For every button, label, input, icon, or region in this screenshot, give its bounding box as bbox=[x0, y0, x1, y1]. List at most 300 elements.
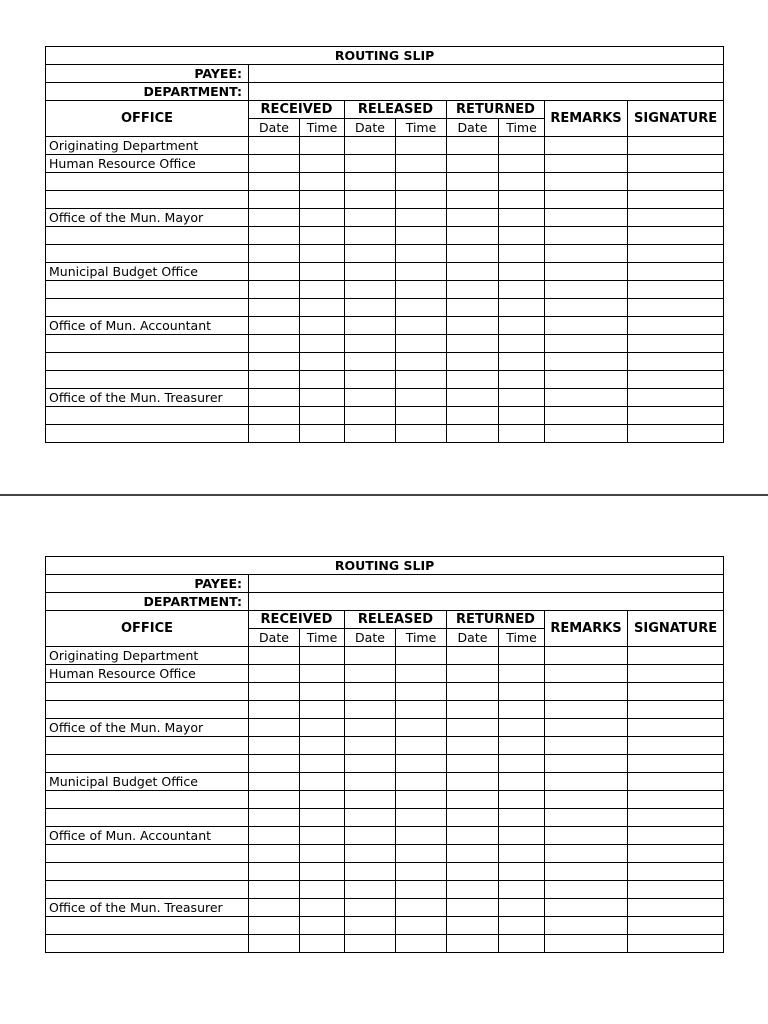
entry-cell[interactable] bbox=[545, 299, 628, 317]
entry-cell[interactable] bbox=[447, 755, 499, 773]
office-row bbox=[46, 755, 724, 773]
entry-cell[interactable] bbox=[249, 299, 300, 317]
entry-cell[interactable] bbox=[396, 719, 447, 737]
office-name bbox=[46, 845, 249, 863]
entry-cell[interactable] bbox=[249, 755, 300, 773]
entry-cell[interactable] bbox=[300, 809, 345, 827]
entry-cell[interactable] bbox=[628, 773, 724, 791]
entry-cell[interactable] bbox=[628, 683, 724, 701]
entry-cell[interactable] bbox=[345, 317, 396, 335]
entry-cell[interactable] bbox=[396, 227, 447, 245]
entry-cell[interactable] bbox=[447, 737, 499, 755]
entry-cell[interactable] bbox=[249, 773, 300, 791]
time-subheader: Time bbox=[300, 629, 345, 647]
entry-cell[interactable] bbox=[628, 335, 724, 353]
entry-cell[interactable] bbox=[545, 407, 628, 425]
entry-cell[interactable] bbox=[249, 881, 300, 899]
entry-cell[interactable] bbox=[447, 809, 499, 827]
entry-cell[interactable] bbox=[300, 863, 345, 881]
entry-cell[interactable] bbox=[396, 245, 447, 263]
entry-cell[interactable] bbox=[628, 317, 724, 335]
entry-cell[interactable] bbox=[499, 773, 545, 791]
entry-cell[interactable] bbox=[447, 899, 499, 917]
entry-cell[interactable] bbox=[499, 353, 545, 371]
entry-cell[interactable] bbox=[628, 155, 724, 173]
entry-cell[interactable] bbox=[345, 827, 396, 845]
entry-cell[interactable] bbox=[396, 647, 447, 665]
entry-cell[interactable] bbox=[545, 317, 628, 335]
entry-cell[interactable] bbox=[300, 281, 345, 299]
entry-cell[interactable] bbox=[345, 299, 396, 317]
office-row bbox=[46, 899, 724, 917]
entry-cell[interactable] bbox=[396, 281, 447, 299]
entry-cell[interactable] bbox=[545, 899, 628, 917]
entry-cell[interactable] bbox=[545, 791, 628, 809]
entry-cell[interactable] bbox=[447, 209, 499, 227]
entry-cell[interactable] bbox=[345, 863, 396, 881]
entry-cell[interactable] bbox=[396, 827, 447, 845]
entry-cell[interactable] bbox=[249, 809, 300, 827]
entry-cell[interactable] bbox=[396, 425, 447, 443]
entry-cell[interactable] bbox=[249, 827, 300, 845]
entry-cell[interactable] bbox=[249, 845, 300, 863]
entry-cell[interactable] bbox=[499, 299, 545, 317]
entry-cell[interactable] bbox=[249, 719, 300, 737]
entry-cell[interactable] bbox=[345, 173, 396, 191]
entry-cell[interactable] bbox=[628, 665, 724, 683]
entry-cell[interactable] bbox=[545, 845, 628, 863]
entry-cell[interactable] bbox=[300, 407, 345, 425]
entry-cell[interactable] bbox=[396, 899, 447, 917]
department-field[interactable] bbox=[249, 593, 724, 611]
office-name: Municipal Budget Office bbox=[46, 773, 249, 791]
entry-cell[interactable] bbox=[499, 701, 545, 719]
entry-cell[interactable] bbox=[628, 935, 724, 953]
entry-cell[interactable] bbox=[628, 845, 724, 863]
date-subheader: Date bbox=[447, 119, 499, 137]
entry-cell[interactable] bbox=[447, 665, 499, 683]
entry-cell[interactable] bbox=[396, 155, 447, 173]
entry-cell[interactable] bbox=[249, 701, 300, 719]
slip-title: ROUTING SLIP bbox=[46, 557, 724, 575]
entry-cell[interactable] bbox=[628, 173, 724, 191]
entry-cell[interactable] bbox=[499, 371, 545, 389]
entry-cell[interactable] bbox=[628, 827, 724, 845]
entry-cell[interactable] bbox=[249, 191, 300, 209]
entry-cell[interactable] bbox=[345, 791, 396, 809]
entry-cell[interactable] bbox=[300, 791, 345, 809]
entry-cell[interactable] bbox=[345, 281, 396, 299]
entry-cell[interactable] bbox=[345, 155, 396, 173]
entry-cell[interactable] bbox=[300, 683, 345, 701]
entry-cell[interactable] bbox=[249, 425, 300, 443]
entry-cell[interactable] bbox=[628, 137, 724, 155]
entry-cell[interactable] bbox=[545, 155, 628, 173]
entry-cell[interactable] bbox=[249, 737, 300, 755]
entry-cell[interactable] bbox=[300, 191, 345, 209]
entry-cell[interactable] bbox=[300, 371, 345, 389]
entry-cell[interactable] bbox=[447, 299, 499, 317]
entry-cell[interactable] bbox=[447, 791, 499, 809]
entry-cell[interactable] bbox=[396, 755, 447, 773]
entry-cell[interactable] bbox=[447, 371, 499, 389]
entry-cell[interactable] bbox=[447, 335, 499, 353]
entry-cell[interactable] bbox=[396, 173, 447, 191]
entry-cell[interactable] bbox=[345, 209, 396, 227]
entry-cell[interactable] bbox=[628, 245, 724, 263]
entry-cell[interactable] bbox=[628, 791, 724, 809]
entry-cell[interactable] bbox=[396, 209, 447, 227]
entry-cell[interactable] bbox=[545, 683, 628, 701]
entry-cell[interactable] bbox=[249, 155, 300, 173]
entry-cell[interactable] bbox=[345, 665, 396, 683]
entry-cell[interactable] bbox=[300, 719, 345, 737]
entry-cell[interactable] bbox=[499, 665, 545, 683]
entry-cell[interactable] bbox=[499, 683, 545, 701]
entry-cell[interactable] bbox=[396, 881, 447, 899]
entry-cell[interactable] bbox=[545, 425, 628, 443]
entry-cell[interactable] bbox=[499, 755, 545, 773]
entry-cell[interactable] bbox=[499, 719, 545, 737]
entry-cell[interactable] bbox=[447, 227, 499, 245]
entry-cell[interactable] bbox=[300, 773, 345, 791]
office-name bbox=[46, 173, 249, 191]
entry-cell[interactable] bbox=[499, 935, 545, 953]
entry-cell[interactable] bbox=[396, 683, 447, 701]
entry-cell[interactable] bbox=[628, 353, 724, 371]
entry-cell[interactable] bbox=[396, 701, 447, 719]
entry-cell[interactable] bbox=[300, 137, 345, 155]
entry-cell[interactable] bbox=[345, 371, 396, 389]
entry-cell[interactable] bbox=[499, 191, 545, 209]
entry-cell[interactable] bbox=[545, 281, 628, 299]
entry-cell[interactable] bbox=[499, 407, 545, 425]
entry-cell[interactable] bbox=[447, 407, 499, 425]
received-header: RECEIVED bbox=[249, 101, 345, 119]
entry-cell[interactable] bbox=[396, 137, 447, 155]
entry-cell[interactable] bbox=[545, 647, 628, 665]
entry-cell[interactable] bbox=[447, 137, 499, 155]
office-name bbox=[46, 299, 249, 317]
entry-cell[interactable] bbox=[545, 227, 628, 245]
entry-cell[interactable] bbox=[499, 281, 545, 299]
entry-cell[interactable] bbox=[300, 245, 345, 263]
entry-cell[interactable] bbox=[499, 155, 545, 173]
entry-cell[interactable] bbox=[396, 917, 447, 935]
entry-cell[interactable] bbox=[345, 353, 396, 371]
entry-cell[interactable] bbox=[249, 263, 300, 281]
entry-cell[interactable] bbox=[249, 281, 300, 299]
entry-cell[interactable] bbox=[447, 863, 499, 881]
entry-cell[interactable] bbox=[396, 371, 447, 389]
entry-cell[interactable] bbox=[249, 899, 300, 917]
entry-cell[interactable] bbox=[345, 701, 396, 719]
entry-cell[interactable] bbox=[499, 881, 545, 899]
entry-cell[interactable] bbox=[447, 647, 499, 665]
entry-cell[interactable] bbox=[545, 809, 628, 827]
entry-cell[interactable] bbox=[396, 263, 447, 281]
released-header: RELEASED bbox=[345, 611, 447, 629]
entry-cell[interactable] bbox=[499, 845, 545, 863]
entry-cell[interactable] bbox=[499, 389, 545, 407]
entry-cell[interactable] bbox=[345, 647, 396, 665]
entry-cell[interactable] bbox=[628, 299, 724, 317]
entry-cell[interactable] bbox=[396, 353, 447, 371]
entry-cell[interactable] bbox=[249, 353, 300, 371]
entry-cell[interactable] bbox=[249, 209, 300, 227]
entry-cell[interactable] bbox=[545, 881, 628, 899]
entry-cell[interactable] bbox=[545, 737, 628, 755]
entry-cell[interactable] bbox=[447, 281, 499, 299]
entry-cell[interactable] bbox=[345, 755, 396, 773]
entry-cell[interactable] bbox=[545, 773, 628, 791]
entry-cell[interactable] bbox=[499, 335, 545, 353]
entry-cell[interactable] bbox=[300, 899, 345, 917]
entry-cell[interactable] bbox=[396, 863, 447, 881]
entry-cell[interactable] bbox=[300, 917, 345, 935]
entry-cell[interactable] bbox=[396, 389, 447, 407]
entry-cell[interactable] bbox=[396, 773, 447, 791]
entry-cell[interactable] bbox=[249, 791, 300, 809]
entry-cell[interactable] bbox=[628, 407, 724, 425]
entry-cell[interactable] bbox=[545, 389, 628, 407]
entry-cell[interactable] bbox=[499, 227, 545, 245]
date-subheader: Date bbox=[447, 629, 499, 647]
entry-cell[interactable] bbox=[499, 209, 545, 227]
entry-cell[interactable] bbox=[628, 701, 724, 719]
entry-cell[interactable] bbox=[447, 263, 499, 281]
entry-cell[interactable] bbox=[545, 935, 628, 953]
entry-cell[interactable] bbox=[447, 845, 499, 863]
entry-cell[interactable] bbox=[249, 863, 300, 881]
entry-cell[interactable] bbox=[249, 647, 300, 665]
entry-cell[interactable] bbox=[447, 245, 499, 263]
entry-cell[interactable] bbox=[628, 227, 724, 245]
office-name: Office of the Mun. Treasurer bbox=[46, 389, 249, 407]
entry-cell[interactable] bbox=[447, 881, 499, 899]
entry-cell[interactable] bbox=[345, 809, 396, 827]
entry-cell[interactable] bbox=[447, 935, 499, 953]
entry-cell[interactable] bbox=[545, 755, 628, 773]
entry-cell[interactable] bbox=[545, 665, 628, 683]
entry-cell[interactable] bbox=[499, 245, 545, 263]
entry-cell[interactable] bbox=[396, 737, 447, 755]
entry-cell[interactable] bbox=[628, 647, 724, 665]
entry-cell[interactable] bbox=[499, 137, 545, 155]
payee-field[interactable] bbox=[249, 575, 724, 593]
entry-cell[interactable] bbox=[249, 227, 300, 245]
entry-cell[interactable] bbox=[345, 719, 396, 737]
entry-cell[interactable] bbox=[628, 389, 724, 407]
entry-cell[interactable] bbox=[447, 683, 499, 701]
entry-cell[interactable] bbox=[396, 317, 447, 335]
entry-cell[interactable] bbox=[345, 335, 396, 353]
entry-cell[interactable] bbox=[300, 209, 345, 227]
entry-cell[interactable] bbox=[249, 173, 300, 191]
entry-cell[interactable] bbox=[499, 425, 545, 443]
returned-header: RETURNED bbox=[447, 101, 545, 119]
entry-cell[interactable] bbox=[447, 173, 499, 191]
entry-cell[interactable] bbox=[300, 335, 345, 353]
entry-cell[interactable] bbox=[249, 935, 300, 953]
entry-cell[interactable] bbox=[545, 173, 628, 191]
entry-cell[interactable] bbox=[300, 227, 345, 245]
entry-cell[interactable] bbox=[300, 647, 345, 665]
entry-cell[interactable] bbox=[300, 425, 345, 443]
remarks-header: REMARKS bbox=[545, 101, 628, 137]
entry-cell[interactable] bbox=[628, 209, 724, 227]
entry-cell[interactable] bbox=[300, 845, 345, 863]
entry-cell[interactable] bbox=[628, 737, 724, 755]
office-row bbox=[46, 845, 724, 863]
entry-cell[interactable] bbox=[249, 683, 300, 701]
entry-cell[interactable] bbox=[396, 809, 447, 827]
entry-cell[interactable] bbox=[249, 335, 300, 353]
entry-cell[interactable] bbox=[628, 371, 724, 389]
entry-cell[interactable] bbox=[249, 389, 300, 407]
entry-cell[interactable] bbox=[345, 683, 396, 701]
entry-cell[interactable] bbox=[447, 353, 499, 371]
entry-cell[interactable] bbox=[249, 371, 300, 389]
entry-cell[interactable] bbox=[300, 881, 345, 899]
entry-cell[interactable] bbox=[447, 389, 499, 407]
entry-cell[interactable] bbox=[345, 881, 396, 899]
entry-cell[interactable] bbox=[545, 827, 628, 845]
entry-cell[interactable] bbox=[396, 191, 447, 209]
entry-cell[interactable] bbox=[345, 227, 396, 245]
entry-cell[interactable] bbox=[396, 299, 447, 317]
entry-cell[interactable] bbox=[628, 809, 724, 827]
entry-cell[interactable] bbox=[545, 209, 628, 227]
entry-cell[interactable] bbox=[447, 719, 499, 737]
entry-cell[interactable] bbox=[447, 773, 499, 791]
office-name bbox=[46, 935, 249, 953]
entry-cell[interactable] bbox=[628, 881, 724, 899]
entry-cell[interactable] bbox=[628, 425, 724, 443]
entry-cell[interactable] bbox=[300, 263, 345, 281]
entry-cell[interactable] bbox=[628, 281, 724, 299]
entry-cell[interactable] bbox=[447, 917, 499, 935]
entry-cell[interactable] bbox=[300, 299, 345, 317]
entry-cell[interactable] bbox=[300, 173, 345, 191]
entry-cell[interactable] bbox=[300, 935, 345, 953]
entry-cell[interactable] bbox=[499, 809, 545, 827]
entry-cell[interactable] bbox=[300, 155, 345, 173]
entry-cell[interactable] bbox=[396, 665, 447, 683]
entry-cell[interactable] bbox=[345, 899, 396, 917]
entry-cell[interactable] bbox=[300, 827, 345, 845]
entry-cell[interactable] bbox=[249, 917, 300, 935]
entry-cell[interactable] bbox=[447, 317, 499, 335]
entry-cell[interactable] bbox=[300, 701, 345, 719]
entry-cell[interactable] bbox=[345, 845, 396, 863]
entry-cell[interactable] bbox=[499, 791, 545, 809]
entry-cell[interactable] bbox=[628, 755, 724, 773]
payee-field[interactable] bbox=[249, 65, 724, 83]
entry-cell[interactable] bbox=[545, 863, 628, 881]
entry-cell[interactable] bbox=[345, 191, 396, 209]
entry-cell[interactable] bbox=[499, 899, 545, 917]
entry-cell[interactable] bbox=[396, 935, 447, 953]
entry-cell[interactable] bbox=[345, 425, 396, 443]
entry-cell[interactable] bbox=[396, 335, 447, 353]
entry-cell[interactable] bbox=[545, 353, 628, 371]
entry-cell[interactable] bbox=[345, 407, 396, 425]
entry-cell[interactable] bbox=[545, 371, 628, 389]
entry-cell[interactable] bbox=[345, 935, 396, 953]
entry-cell[interactable] bbox=[545, 137, 628, 155]
office-row bbox=[46, 155, 724, 173]
entry-cell[interactable] bbox=[628, 263, 724, 281]
time-subheader: Time bbox=[499, 119, 545, 137]
entry-cell[interactable] bbox=[396, 407, 447, 425]
entry-cell[interactable] bbox=[499, 317, 545, 335]
entry-cell[interactable] bbox=[300, 755, 345, 773]
entry-cell[interactable] bbox=[545, 263, 628, 281]
entry-cell[interactable] bbox=[545, 335, 628, 353]
entry-cell[interactable] bbox=[499, 173, 545, 191]
entry-cell[interactable] bbox=[447, 701, 499, 719]
entry-cell[interactable] bbox=[545, 191, 628, 209]
entry-cell[interactable] bbox=[345, 389, 396, 407]
payee-label: PAYEE: bbox=[46, 575, 249, 593]
entry-cell[interactable] bbox=[249, 317, 300, 335]
entry-cell[interactable] bbox=[345, 737, 396, 755]
office-row bbox=[46, 827, 724, 845]
entry-cell[interactable] bbox=[628, 191, 724, 209]
entry-cell[interactable] bbox=[447, 155, 499, 173]
entry-cell[interactable] bbox=[545, 917, 628, 935]
entry-cell[interactable] bbox=[499, 827, 545, 845]
entry-cell[interactable] bbox=[545, 245, 628, 263]
entry-cell[interactable] bbox=[396, 845, 447, 863]
office-name bbox=[46, 863, 249, 881]
entry-cell[interactable] bbox=[249, 665, 300, 683]
entry-cell[interactable] bbox=[499, 647, 545, 665]
entry-cell[interactable] bbox=[447, 827, 499, 845]
entry-cell[interactable] bbox=[345, 773, 396, 791]
entry-cell[interactable] bbox=[249, 407, 300, 425]
entry-cell[interactable] bbox=[545, 701, 628, 719]
entry-cell[interactable] bbox=[300, 353, 345, 371]
entry-cell[interactable] bbox=[345, 263, 396, 281]
entry-cell[interactable] bbox=[628, 899, 724, 917]
entry-cell[interactable] bbox=[499, 863, 545, 881]
entry-cell[interactable] bbox=[545, 719, 628, 737]
department-label: DEPARTMENT: bbox=[46, 593, 249, 611]
entry-cell[interactable] bbox=[300, 317, 345, 335]
entry-cell[interactable] bbox=[628, 917, 724, 935]
entry-cell[interactable] bbox=[628, 719, 724, 737]
entry-cell[interactable] bbox=[345, 917, 396, 935]
entry-cell[interactable] bbox=[345, 245, 396, 263]
office-name bbox=[46, 791, 249, 809]
entry-cell[interactable] bbox=[300, 737, 345, 755]
department-field[interactable] bbox=[249, 83, 724, 101]
entry-cell[interactable] bbox=[499, 737, 545, 755]
entry-cell[interactable] bbox=[249, 245, 300, 263]
entry-cell[interactable] bbox=[345, 137, 396, 155]
entry-cell[interactable] bbox=[499, 917, 545, 935]
entry-cell[interactable] bbox=[300, 389, 345, 407]
entry-cell[interactable] bbox=[396, 791, 447, 809]
entry-cell[interactable] bbox=[447, 425, 499, 443]
entry-cell[interactable] bbox=[447, 191, 499, 209]
entry-cell[interactable] bbox=[499, 263, 545, 281]
entry-cell[interactable] bbox=[249, 137, 300, 155]
entry-cell[interactable] bbox=[628, 863, 724, 881]
entry-cell[interactable] bbox=[300, 665, 345, 683]
